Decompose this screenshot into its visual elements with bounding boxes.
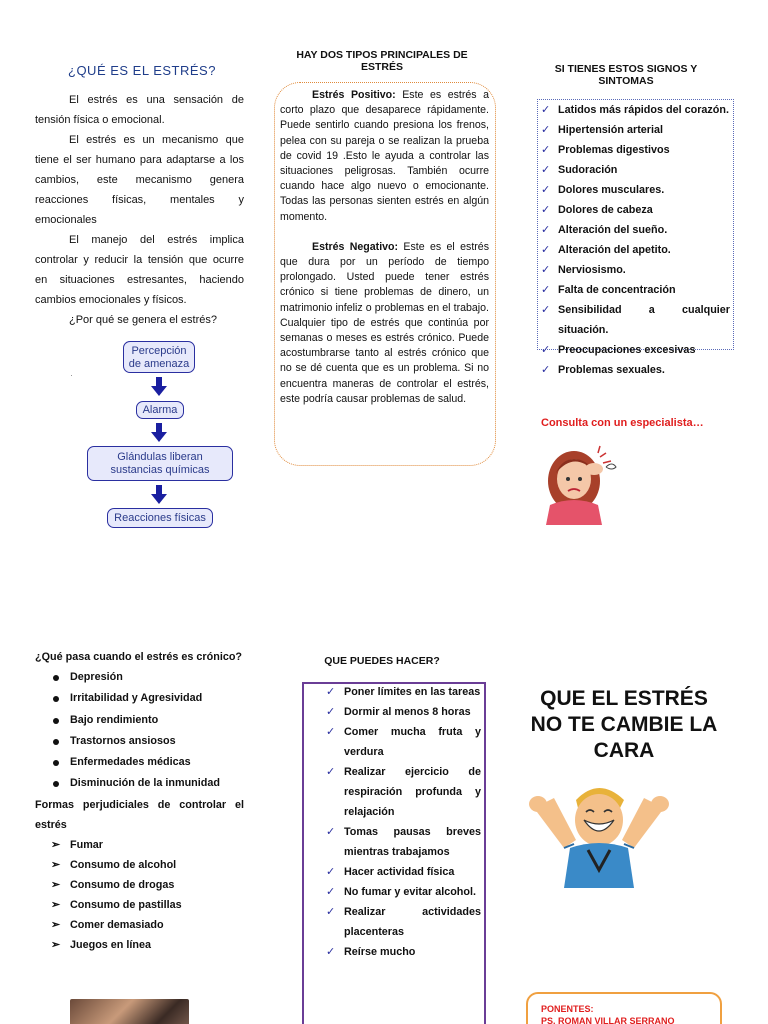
list-item: ➢ Consumo de alcohol	[35, 855, 244, 875]
list-item: ✓ Falta de concentración	[541, 280, 730, 300]
list-item: ✓ Comer mucha fruta y verdura	[306, 722, 481, 762]
actions-list	[306, 682, 481, 962]
check-icon: ✓	[541, 364, 551, 376]
list-item: ✓ Alteración del apetito.	[541, 240, 730, 260]
down-arrow-icon	[149, 485, 169, 505]
harmful-ways-heading: Formas perjudiciales de controlar el estrés	[35, 798, 244, 831]
check-icon: ✓	[541, 344, 551, 356]
list-item: ➢ Juegos en línea	[35, 935, 244, 955]
check-icon: ✓	[541, 284, 551, 296]
happy-man-illustration	[524, 778, 674, 888]
negative-stress-text: Este es el estrés que dura por un período de tiempo prolongado. Usted puede tener estrés crónico si tiene problemas de dinero, un matrimonio infeliz o problemas en el trabajo. Cualquier tipo de estrés que continúa por semanas o meses es estrés crónico. Puede acostumbrarse tanto al estrés crónico que no se dé cuenta que es un problema. Si no encuentra maneras de controlar el estrés, este podría causar problemas de salud.	[280, 240, 489, 405]
arrow-bullet-icon: ➢	[51, 898, 61, 911]
what-can-you-do-title: QUE PUEDES HACER?	[324, 655, 440, 667]
list-item: ✓ Realizar ejercicio de respiración profunda y relajación	[306, 762, 481, 822]
check-icon: ✓	[326, 726, 336, 738]
negative-stress-paragraph	[280, 240, 489, 407]
list-item: Irritabilidad y Agresividad	[35, 688, 244, 709]
list-item: Disminución de la inmunidad	[35, 773, 244, 794]
down-arrow-icon	[149, 377, 169, 397]
list-item: ✓ No fumar y evitar alcohol.	[306, 882, 481, 902]
check-icon: ✓	[326, 946, 336, 958]
chronic-stress-heading: ¿Qué pasa cuando el estrés es crónico?	[35, 651, 243, 663]
arrow-bullet-icon: ➢	[51, 838, 61, 851]
list-item: ✓ Sudoración	[541, 160, 730, 180]
list-item: Bajo rendimiento	[35, 710, 244, 731]
symptoms-title: SI TIENES ESTOS SIGNOS Y SINTOMAS	[554, 63, 698, 87]
check-icon: ✓	[326, 866, 336, 878]
list-item: ➢ Consumo de drogas	[35, 875, 244, 895]
list-item: Enfermedades médicas	[35, 752, 244, 773]
list-item: ➢ Comer demasiado	[35, 915, 244, 935]
list-item: ✓ Problemas sexuales.	[541, 360, 730, 380]
dot-mark: ·	[70, 370, 73, 380]
list-item: ✓ Tomas pausas breves mientras trabajamos	[306, 822, 481, 862]
consult-specialist-text: Consulta con un especialista…	[541, 417, 704, 429]
check-icon: ✓	[326, 906, 336, 918]
list-item: ✓ Sensibilidad a cualquier situación.	[541, 300, 730, 340]
bullet-icon	[53, 739, 59, 745]
paragraph: El estrés es una sensación de tensión física o emocional.	[35, 94, 244, 126]
flow-step-glands: Glándulas liberan sustancias químicas	[87, 446, 233, 481]
bullet-icon	[53, 696, 59, 702]
speakers-label: PONENTES:	[541, 1004, 594, 1014]
list-item: ✓ Preocupaciones excesivas	[541, 340, 730, 360]
check-icon: ✓	[326, 886, 336, 898]
list-item: Trastornos ansiosos	[35, 731, 244, 752]
slogan-heading: QUE EL ESTRÉS NO TE CAMBIE LA CARA	[530, 687, 718, 762]
check-icon: ✓	[541, 144, 551, 156]
list-item: ✓ Nerviosismo.	[541, 260, 730, 280]
list-item: ✓ Dormir al menos 8 horas	[306, 702, 481, 722]
stressed-woman-illustration	[536, 445, 622, 525]
check-icon: ✓	[326, 686, 336, 698]
check-icon: ✓	[541, 204, 551, 216]
list-item: ➢ Consumo de pastillas	[35, 895, 244, 915]
list-item: ➢ Fumar	[35, 835, 244, 855]
speaker-name: PS. ROMAN VILLAR SERRANO	[541, 1016, 675, 1024]
bullet-icon	[53, 675, 59, 681]
down-arrow-icon	[149, 423, 169, 443]
arrow-bullet-icon: ➢	[51, 858, 61, 871]
check-icon: ✓	[541, 164, 551, 176]
list-item: ✓ Reírse mucho	[306, 942, 481, 962]
check-icon: ✓	[326, 766, 336, 778]
list-item: ✓ Problemas digestivos	[541, 140, 730, 160]
arrow-bullet-icon: ➢	[51, 918, 61, 931]
check-icon: ✓	[541, 264, 551, 276]
flow-step-alarm: Alarma	[136, 401, 184, 419]
arrow-bullet-icon: ➢	[51, 938, 61, 951]
check-icon: ✓	[541, 184, 551, 196]
check-icon: ✓	[541, 124, 551, 136]
stress-types-text	[280, 88, 489, 407]
flow-step-reactions: Reacciones físicas	[107, 508, 213, 528]
check-icon: ✓	[326, 826, 336, 838]
stress-types-title: HAY DOS TIPOS PRINCIPALES DE ESTRÉS	[296, 49, 468, 73]
why-question: ¿Por qué se genera el estrés?	[69, 314, 217, 326]
paragraph: El estrés es un mecanismo que tiene el ser humano para adaptarse a los cambios, este mecanismo genera reacciones físicas, mentales y emocionales	[35, 134, 244, 226]
person-photo	[70, 999, 189, 1024]
check-icon: ✓	[541, 224, 551, 236]
bullet-icon	[53, 781, 59, 787]
paragraph: El manejo del estrés implica controlar y reducir la tensión que ocurre en situaciones estresantes, haciendo cambios emocionales y físicos.	[35, 234, 244, 306]
chronic-effects-list	[35, 667, 244, 795]
symptoms-list	[541, 100, 730, 380]
check-icon: ✓	[541, 104, 551, 116]
check-icon: ✓	[326, 706, 336, 718]
positive-stress-label: Estrés Positivo:	[312, 89, 396, 101]
flow-step-perception: Percepción de amenaza	[123, 341, 195, 373]
positive-stress-text: Este es estrés a corto plazo que desaparece rápidamente. Puede sentirlo cuando presiona los frenos, pelea con su pareja o se realizan la prueba de covid 19 .Esto le ayuda a controlar las situaciones peligrosas. También ocurre cuando hace algo nuevo o emocionante. Todas las personas sienten estrés en algún momento.	[280, 89, 489, 223]
list-item: ✓ Hacer actividad física	[306, 862, 481, 882]
list-item: ✓ Dolores de cabeza	[541, 200, 730, 220]
bullet-icon	[53, 760, 59, 766]
list-item: Depresión	[35, 667, 244, 688]
check-icon: ✓	[541, 244, 551, 256]
list-item: ✓ Dolores musculares.	[541, 180, 730, 200]
list-item: ✓ Latidos más rápidos del corazón.	[541, 100, 730, 120]
harmful-ways-list	[35, 835, 244, 955]
list-item: ✓ Realizar actividades placenteras	[306, 902, 481, 942]
negative-stress-label: Estrés Negativo:	[312, 240, 399, 253]
bullet-icon	[53, 718, 59, 724]
arrow-bullet-icon: ➢	[51, 878, 61, 891]
what-is-stress-title: ¿QUÉ ES EL ESTRÉS?	[68, 63, 216, 78]
what-is-stress-text	[35, 90, 244, 330]
check-icon: ✓	[541, 304, 551, 316]
chronic-stress-section	[35, 647, 244, 955]
list-item: ✓ Alteración del sueño.	[541, 220, 730, 240]
list-item: ✓ Poner límites en las tareas	[306, 682, 481, 702]
positive-stress-paragraph	[280, 88, 489, 225]
list-item: ✓ Hipertensión arterial	[541, 120, 730, 140]
